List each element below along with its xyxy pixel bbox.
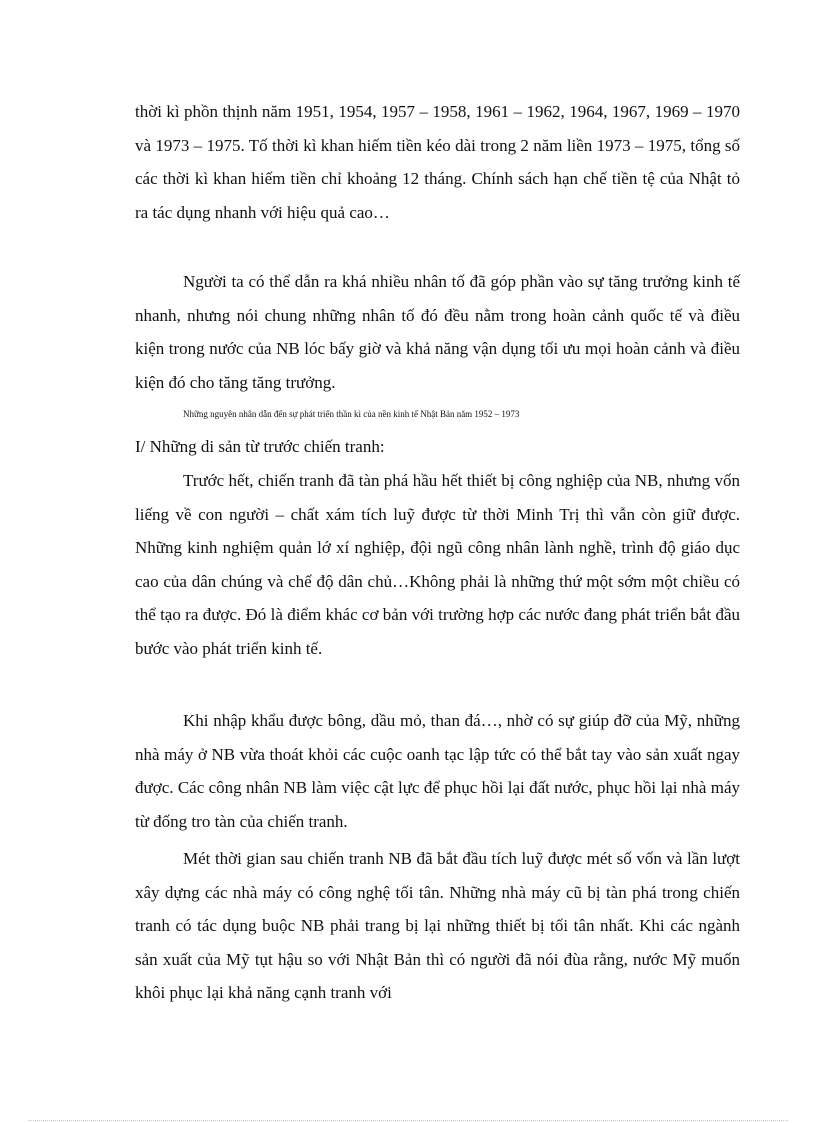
page-bottom-divider [28, 1120, 788, 1121]
section-caption: Những nguyên nhân dẫn đến sự phát triển thần kì của nền kinh tế Nhật Bản năm 1952 – 1973 [183, 409, 520, 419]
section-heading: I/ Những di sản từ trước chiến tranh: [135, 437, 385, 456]
paragraph-growth-factors: Người ta có thể dẫn ra khá nhiều nhân tố đã góp phần vào sự tăng trưởng kinh tế nhanh, nhưng nói chung những nhân tố đó đều nằm trong hoàn cảnh quốc tế và điều kiện trong nước của NB lóc bấy giờ và khả năng vận dụng tối ưu mọi hoàn cảnh và điều kiện đó cho tăng tăng trưởng. [135, 272, 740, 392]
paragraph-prosperity-periods: thời kì phồn thịnh năm 1951, 1954, 1957 – 1958, 1961 – 1962, 1964, 1967, 1969 – 1970 và 1973 – 1975. Tố thời kì khan hiếm tiền kéo dài trong 2 năm liền 1973 – 1975, tổng số các thời kì khan hiếm tiền chỉ khoảng 12 tháng. Chính sách hạn chế tiền tệ của Nhật tỏ ra tác dụng nhanh với hiệu quả cao… [135, 102, 740, 222]
paragraph-imports-recovery: Khi nhập khẩu được bông, dầu mỏ, than đá…, nhờ có sự giúp đỡ của Mỹ, những nhà máy ở NB vừa thoát khỏi các cuộc oanh tạc lập tức có thể bắt tay vào sản xuất ngay được. Các công nhân NB làm việc cật lực để phục hồi lại đất nước, phục hồi lại nhà máy từ đống tro tàn của chiến tranh. [135, 711, 740, 831]
paragraph-modern-factories: Mét thời gian sau chiến tranh NB đã bắt đầu tích luỹ được mét số vốn và lần lượt xây dựng các nhà máy có công nghệ tối tân. Những nhà máy cũ bị tàn phá trong chiến tranh có tác dụng buộc NB phải trang bị lại những thiết bị tối tân nhất. Khi các ngành sản xuất của Mỹ tụt hậu so với Nhật Bản thì có người đã nói đùa rằng, nước Mỹ muốn khôi phục lại khả năng cạnh tranh với [135, 849, 740, 1003]
paragraph-human-capital: Trước hết, chiến tranh đã tàn phá hầu hết thiết bị công nghiệp của NB, nhưng vốn liếng về con người – chất xám tích luỹ được từ thời Minh Trị thì vẫn còn giữ được. Những kinh nghiệm quản lớ xí nghiệp, đội ngũ công nhân lành nghề, trình độ giáo dục cao của dân chúng và chế độ dân chủ…Không phải là những thứ một sớm một chiều có thể tạo ra được. Đó là điểm khác cơ bản với trường hợp các nước đang phát triển bắt đầu bước vào phát triển kinh tế. [135, 471, 740, 658]
